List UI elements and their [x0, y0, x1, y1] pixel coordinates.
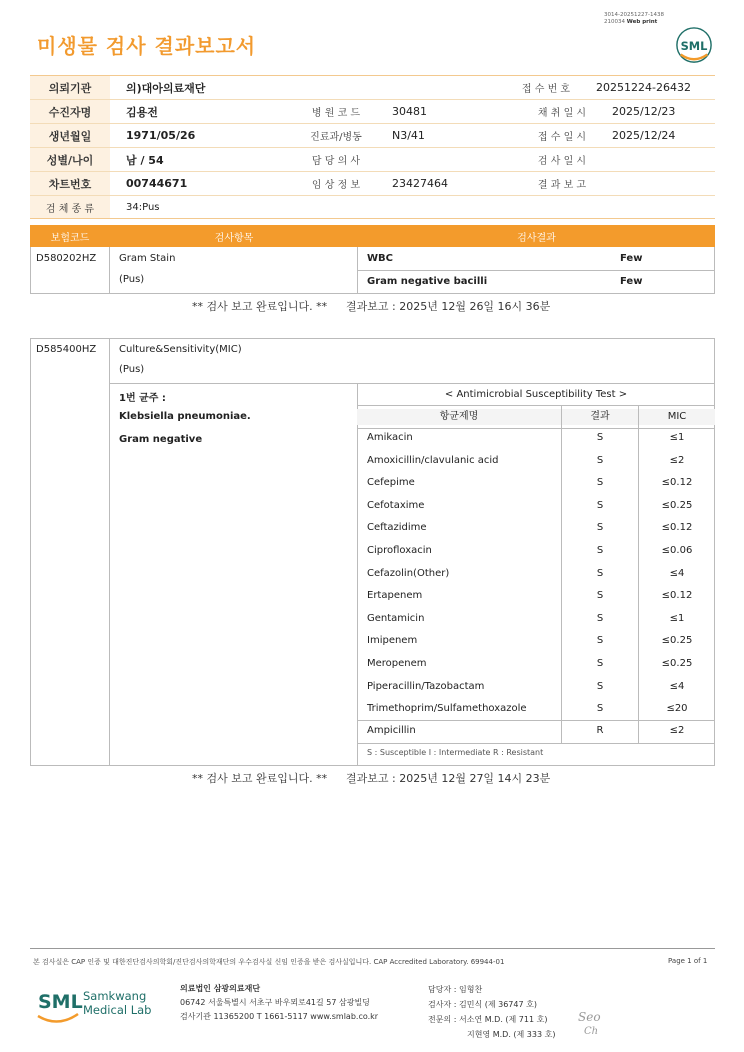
patient-label: 수진자명 — [30, 100, 110, 123]
cap-accreditation-note: 본 검사실은 CAP 인증 및 대한진단검사의학회/진단검사의학재단의 우수검사실 신임 인증을 받은 검사실입니다. CAP Accredited Laboratory. 69944-01 — [33, 958, 505, 966]
results-table-header — [30, 225, 715, 247]
org-info — [180, 982, 378, 1024]
col-result: 결과 — [562, 409, 638, 425]
gram-test-name: Gram Stain — [119, 253, 176, 264]
report-label: 결 과 보 고 — [537, 180, 587, 191]
birth-label: 생년월일 — [30, 124, 110, 147]
drug-mic: ≤4 — [669, 680, 685, 692]
drug-mic: ≤0.12 — [661, 522, 693, 534]
samkwang-logo — [36, 980, 176, 1026]
staff-value: 임형찬 — [458, 985, 483, 994]
ast-legend: S : Susceptible I : Intermediate R : Resistant — [367, 748, 544, 757]
drug-result: S — [596, 567, 604, 579]
drug-result: R — [596, 725, 604, 736]
drug-mic: ≤20 — [666, 703, 688, 715]
drug-result: S — [596, 658, 604, 669]
organism-name: Klebsiella pneumoniae. — [119, 411, 251, 422]
signature: Ch — [584, 1026, 599, 1037]
drug-mic: ≤4 — [669, 567, 685, 579]
col-test-result: 검사결과 — [517, 232, 556, 244]
culture-specimen: (Pus) — [119, 364, 145, 375]
organism-gram: Gram negative — [119, 434, 203, 445]
drug-name: Amikacin — [367, 432, 413, 443]
gram-result-name: WBC — [367, 253, 393, 264]
ast-title: < Antimicrobial Susceptibility Test > — [444, 389, 628, 400]
sex-age-value: 남 / 54 — [126, 153, 164, 167]
print-code — [604, 12, 664, 26]
specimen-label: 검 체 종 류 — [30, 196, 110, 218]
drug-name: Ertapenem — [367, 590, 423, 602]
culture-report-time: 결과보고 : 2025년 12월 27일 14시 23분 — [346, 772, 551, 785]
test-date-label: 검 사 일 시 — [537, 156, 587, 167]
drug-result: S — [596, 499, 604, 511]
info-row — [30, 172, 715, 196]
col-test-item: 검사항목 — [214, 232, 254, 244]
footer-logo-mark: SML — [38, 991, 83, 1013]
drug-name: Ciprofloxacin — [367, 545, 432, 556]
drug-name: Piperacillin/Tazobactam — [367, 680, 485, 692]
clinical-value: 23427464 — [392, 177, 448, 190]
gram-result-value: Few — [620, 276, 643, 287]
staff-label: 검사자 : — [428, 1000, 457, 1009]
drug-result: S — [596, 635, 604, 647]
signature: Seo — [578, 1010, 601, 1024]
drug-name: Gentamicin — [367, 612, 425, 624]
doctor-label: 담 당 의 사 — [311, 156, 361, 167]
patient-value: 김용전 — [126, 105, 158, 119]
reception-no-value: 20251224-26432 — [596, 81, 691, 94]
col-drug-name: 항균제명 — [357, 409, 561, 425]
drug-mic: ≤0.12 — [661, 477, 693, 489]
drug-name: Trimethoprim/Sulfamethoxazole — [367, 703, 527, 715]
culture-completion-note: ** 검사 보고 완료입니다. ** — [192, 772, 328, 785]
drug-result: S — [596, 477, 604, 489]
collect-date-label: 채 취 일 시 — [537, 108, 587, 119]
sml-logo-text: SML — [680, 38, 708, 53]
col-mic: MIC — [639, 409, 715, 425]
drug-mic: ≤2 — [669, 725, 685, 736]
drug-mic: ≤0.12 — [661, 590, 693, 602]
drug-name: Ampicillin — [367, 725, 416, 736]
hospital-code-label: 병 원 코 드 — [311, 108, 361, 119]
drug-result: S — [596, 432, 604, 443]
drug-result: S — [596, 545, 604, 556]
drug-result: S — [596, 703, 604, 715]
gram-code: D580202HZ — [36, 253, 97, 264]
drug-mic: ≤1 — [669, 612, 685, 624]
report-title: 미생물 검사 결과보고서 — [37, 34, 257, 58]
drug-mic: ≤0.25 — [661, 499, 693, 511]
chart-label: 차트번호 — [30, 172, 110, 195]
info-row — [30, 76, 715, 100]
col-insurance-code: 보험코드 — [50, 232, 90, 244]
print-code-line2: 210034 — [604, 19, 625, 25]
gram-specimen: (Pus) — [119, 274, 145, 285]
culture-test-name: Culture&Sensitivity(MIC) — [119, 344, 242, 355]
web-print-label: Web print — [626, 19, 658, 25]
culture-code: D585400HZ — [36, 344, 97, 355]
drug-result: S — [596, 612, 604, 624]
dept-value: N3/41 — [392, 129, 425, 142]
info-row — [30, 196, 715, 219]
drug-name: Cefazolin(Other) — [367, 567, 450, 579]
sml-logo — [675, 26, 713, 64]
drug-mic: ≤0.25 — [661, 658, 693, 669]
drug-result: S — [596, 680, 604, 692]
drug-mic: ≤2 — [669, 454, 685, 466]
collect-date-value: 2025/12/23 — [612, 105, 676, 118]
receipt-date-value: 2025/12/24 — [612, 129, 676, 142]
staff-value: 지현영 M.D. (제 333 호) — [467, 1030, 556, 1039]
staff-info — [428, 982, 555, 1042]
drug-name: Cefotaxime — [367, 499, 425, 511]
footer-logo-name1: Samkwang — [83, 989, 147, 1003]
staff-label: 담당자 : — [428, 985, 457, 994]
page-number: Page 1 of 1 — [668, 957, 708, 965]
drug-name: Imipenem — [367, 635, 418, 647]
reception-no-label: 접 수 번 호 — [521, 84, 571, 95]
drug-mic: ≤0.25 — [661, 635, 693, 647]
organism-label: 1번 균주 : — [119, 393, 166, 404]
drug-mic: ≤0.06 — [661, 545, 693, 556]
org-name: 의료법인 삼광의료재단 — [180, 984, 261, 993]
gram-completion-note: ** 검사 보고 완료입니다. ** — [192, 300, 328, 313]
gram-result-value: Few — [620, 253, 643, 264]
info-row — [30, 124, 715, 148]
info-row — [30, 148, 715, 172]
requester-label: 의뢰기관 — [30, 76, 110, 99]
drug-name: Cefepime — [367, 477, 415, 489]
staff-label: 전문의 : — [428, 1015, 457, 1024]
sex-age-label: 성별/나이 — [30, 148, 110, 171]
gram-report-time: 결과보고 : 2025년 12월 26일 16시 36분 — [346, 300, 551, 313]
birth-value: 1971/05/26 — [126, 129, 196, 142]
dept-label: 진료과/병동 — [310, 132, 362, 143]
info-row — [30, 100, 715, 124]
drug-result: S — [596, 522, 604, 534]
print-code-line1: 3014-20251227-1438 — [604, 12, 664, 18]
footer-divider — [30, 948, 715, 949]
receipt-date-label: 접 수 일 시 — [537, 132, 587, 143]
drug-name: Meropenem — [367, 658, 427, 669]
footer-logo-name2: Medical Lab — [83, 1003, 152, 1017]
chart-value: 00744671 — [126, 177, 188, 190]
drug-mic: ≤1 — [669, 432, 685, 443]
org-address: 06742 서울특별시 서초구 바우뫼로41길 57 삼광빌딩 — [180, 998, 370, 1007]
patient-info-table — [30, 75, 715, 219]
requester-value: 의)대아의료재단 — [126, 81, 206, 95]
specimen-value: 34:Pus — [126, 201, 160, 213]
drug-result: S — [596, 590, 604, 602]
drug-name: Ceftazidime — [367, 522, 427, 534]
drug-result: S — [596, 454, 604, 466]
org-contact: 검사기관 11365200 T 1661-5117 www.smlab.co.kr — [180, 1012, 379, 1021]
drug-name: Amoxicillin/clavulanic acid — [367, 454, 499, 466]
clinical-label: 임 상 정 보 — [311, 180, 361, 191]
staff-value: 김민식 (제 36747 호) — [458, 1000, 537, 1009]
hospital-code-value: 30481 — [392, 105, 427, 118]
staff-value: 서소연 M.D. (제 711 호) — [458, 1015, 548, 1024]
gram-result-name: Gram negative bacilli — [367, 276, 488, 287]
